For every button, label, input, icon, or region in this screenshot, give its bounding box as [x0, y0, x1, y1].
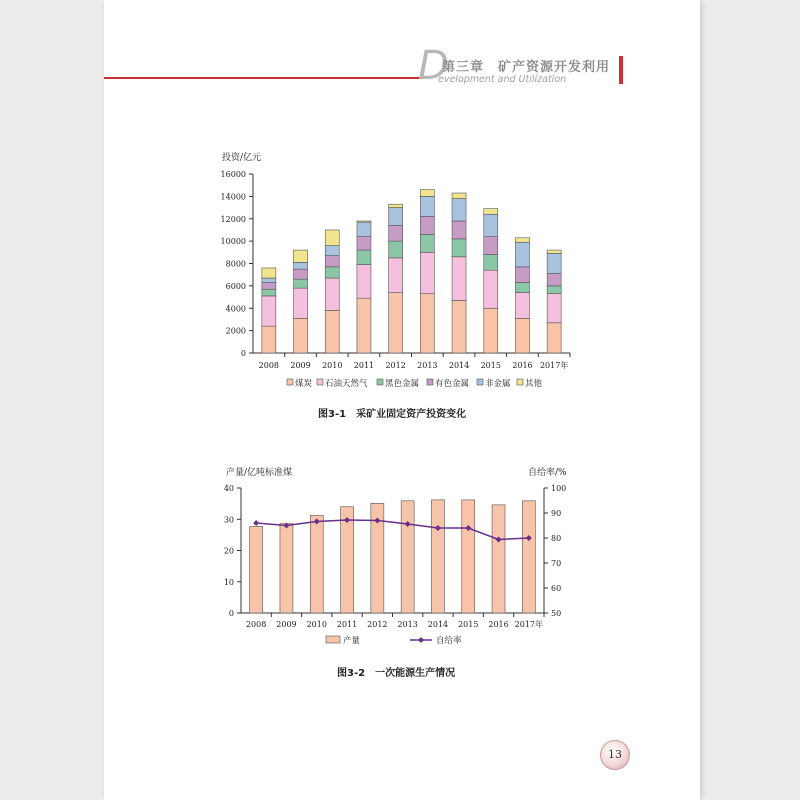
chart1-legend-swatch — [517, 379, 523, 385]
chart1-legend-label: 非金属 — [485, 379, 511, 389]
chart1-bar-segment — [484, 209, 498, 215]
chart2-x-tick-label: 2012 — [367, 620, 388, 629]
chart2-bar — [401, 501, 414, 613]
chart1-bar-segment — [389, 241, 403, 258]
chart2-y-axis-title: 产量/亿吨标准煤 — [226, 468, 293, 478]
chart1-x-tick-label: 2017年 — [539, 361, 569, 370]
chart1-bar-segment — [262, 278, 276, 282]
chart1-bar-segment — [484, 270, 498, 308]
chart1-bar-segment — [357, 221, 371, 222]
chart1-bar-segment — [357, 250, 371, 265]
chart1-bar-segment — [484, 308, 498, 353]
chart2-right-tick-label: 50 — [551, 609, 562, 618]
chart2-line-series — [256, 520, 529, 540]
chart1-bar-segment — [452, 199, 466, 221]
chart2-y-tick-label: 0 — [228, 609, 234, 618]
chart1-y-axis-title: 投资/亿元 — [222, 153, 262, 163]
chart1-bar-segment — [325, 256, 339, 267]
chart1-bar-segment — [389, 225, 403, 241]
chart1-bar-segment — [294, 262, 308, 269]
chart1-x-tick-label: 2015 — [480, 361, 501, 370]
chart1-bar-segment — [547, 294, 561, 323]
chart1-bar-segment — [325, 267, 339, 278]
chart1-y-tick-label: 0 — [240, 349, 246, 358]
chart1-bar-segment — [389, 204, 403, 207]
chart1-bar-segment — [262, 296, 276, 326]
chapter-title: 第三章 矿产资源开发利用 — [442, 60, 611, 75]
chart2-right-tick-label: 70 — [551, 559, 562, 568]
chart2-y-tick-label: 30 — [223, 515, 234, 525]
chart1-legend-label: 其他 — [525, 379, 543, 389]
chart1-y-tick-label: 6000 — [225, 281, 246, 291]
chart1-y-tick-label: 10000 — [220, 237, 246, 247]
chart2-right-tick-label: 90 — [551, 509, 562, 518]
chart1-bar-segment — [547, 253, 561, 273]
chart1-bar-segment — [262, 326, 276, 353]
chart1-bar-segment — [452, 239, 466, 257]
chart1-caption: 图3-1 采矿业固定资产投资变化 — [318, 409, 467, 420]
chart1-y-tick-label: 4000 — [225, 304, 246, 314]
chart1-x-tick-label: 2008 — [258, 361, 280, 370]
chart1-bar-segment — [452, 193, 466, 199]
chart1-bar-segment — [547, 250, 561, 253]
chart2-x-tick-label: 2015 — [458, 620, 479, 629]
chart1-x-tick-label: 2016 — [512, 361, 533, 370]
chart1-x-tick-label: 2011 — [353, 361, 375, 370]
chart2-y-tick-label: 20 — [223, 546, 234, 556]
chart1-y-tick-label: 16000 — [220, 170, 246, 179]
chart1-bar-segment — [452, 221, 466, 239]
chart2-y-tick-label: 10 — [223, 577, 234, 587]
chart1-bar-segment — [547, 274, 561, 286]
chart2-bar — [250, 526, 263, 613]
chart1-bar-segment — [389, 258, 403, 293]
chart1-bar-segment — [420, 294, 434, 353]
chart1-bar-segment — [420, 196, 434, 216]
chart2-right-tick-label: 60 — [551, 584, 562, 593]
chart2-x-tick-label: 2010 — [306, 620, 327, 629]
chart2-right-axis-title: 自给率/% — [528, 468, 567, 478]
chart1-bar-segment — [357, 237, 371, 250]
chart2-y-tick-label: 40 — [223, 484, 234, 493]
chart1-legend-swatch — [287, 379, 293, 385]
chart2-x-tick-label: 2013 — [397, 620, 418, 629]
chart1-bar-segment — [420, 252, 434, 293]
chart2-legend-line-marker — [418, 637, 424, 643]
chart1-bar-segment — [294, 279, 308, 288]
chart1-y-tick-label: 14000 — [220, 192, 246, 202]
chart2-bar — [431, 500, 444, 613]
chart1-x-tick-label: 2010 — [322, 361, 343, 370]
chart1-bar-segment — [547, 323, 561, 353]
chart1-legend-label: 石油天然气 — [325, 379, 368, 389]
chart2-right-tick-label: 100 — [551, 484, 567, 493]
chart1-legend-label: 有色金属 — [435, 379, 470, 389]
chart1-bar-segment — [452, 300, 466, 353]
chart2-bar — [280, 524, 293, 613]
chart1-y-tick-label: 8000 — [225, 259, 246, 269]
chart2-legend-bar-label: 产量 — [343, 636, 361, 646]
chart1-bar-segment — [515, 242, 529, 267]
chart1-x-tick-label: 2014 — [448, 361, 470, 370]
chart1-bar-segment — [357, 298, 371, 353]
chart2-x-tick-label: 2017年 — [514, 620, 544, 629]
chart1-bar-segment — [515, 293, 529, 319]
chart2-x-tick-label: 2011 — [336, 620, 358, 629]
chart2-line-point — [253, 520, 259, 526]
chart1-x-tick-label: 2009 — [290, 361, 311, 370]
chart1-bar-segment — [389, 293, 403, 353]
chart1-bar-segment — [325, 310, 339, 353]
chart1-bar-segment — [547, 286, 561, 294]
chart1-bar-segment — [515, 238, 529, 242]
chart2-x-tick-label: 2008 — [245, 620, 267, 629]
chart1-legend-swatch — [317, 379, 323, 385]
chart2-caption: 图3-2 一次能源生产情况 — [337, 668, 456, 679]
chart1-bar-segment — [484, 214, 498, 236]
page-number: 13 — [600, 740, 630, 770]
chart1-bar-segment — [452, 257, 466, 301]
chart2-legend-bar-swatch — [326, 636, 340, 643]
chart1-bar-segment — [325, 278, 339, 310]
chart1-bar-segment — [515, 267, 529, 283]
chart1-bar-segment — [484, 237, 498, 255]
chart1-legend-label: 煤炭 — [295, 379, 313, 389]
chart1-bar-segment — [357, 222, 371, 237]
chart1-bar-segment — [515, 283, 529, 293]
chart2-bar — [492, 505, 505, 613]
chart1-bar-segment — [420, 217, 434, 235]
chart1-bar-segment — [294, 318, 308, 353]
chart1-bar-segment — [389, 208, 403, 226]
chart1-bar-segment — [325, 246, 339, 256]
chart2-bar — [462, 500, 475, 613]
chart1-y-tick-label: 12000 — [220, 214, 246, 224]
chart1-legend-swatch — [477, 379, 483, 385]
chart1-bar-segment — [420, 234, 434, 252]
chart1-y-tick-label: 2000 — [225, 326, 246, 336]
chart1-bar-segment — [262, 268, 276, 278]
chart1-bar-segment — [484, 255, 498, 271]
chart1-legend-swatch — [427, 379, 433, 385]
chart2-legend-line-label: 自给率 — [436, 636, 462, 646]
chart1-bar-segment — [294, 288, 308, 318]
chart1-bar-segment — [357, 265, 371, 299]
chart2-right-tick-label: 80 — [551, 534, 562, 543]
chart2-x-tick-label: 2014 — [427, 620, 449, 629]
chart1-bar-segment — [325, 230, 339, 246]
chart2-bar — [522, 501, 535, 613]
chart1-legend-label: 黑色金属 — [385, 379, 420, 389]
chart2-bar — [310, 516, 323, 614]
chart1-bar-segment — [294, 250, 308, 262]
chart1-bar-segment — [294, 269, 308, 279]
header-subtitle: evelopment and Utilization — [438, 74, 567, 85]
chart1-x-tick-label: 2013 — [417, 361, 438, 370]
chart1-x-tick-label: 2012 — [385, 361, 406, 370]
chart1-legend-swatch — [377, 379, 383, 385]
chart2-x-tick-label: 2009 — [276, 620, 297, 629]
chart1-bar-segment — [262, 283, 276, 290]
chart1-bar-segment — [262, 289, 276, 296]
chart1-bar-segment — [420, 190, 434, 197]
chart2-x-tick-label: 2016 — [488, 620, 509, 629]
header-initial-letter: D — [418, 43, 449, 89]
chart1-bar-segment — [515, 318, 529, 353]
